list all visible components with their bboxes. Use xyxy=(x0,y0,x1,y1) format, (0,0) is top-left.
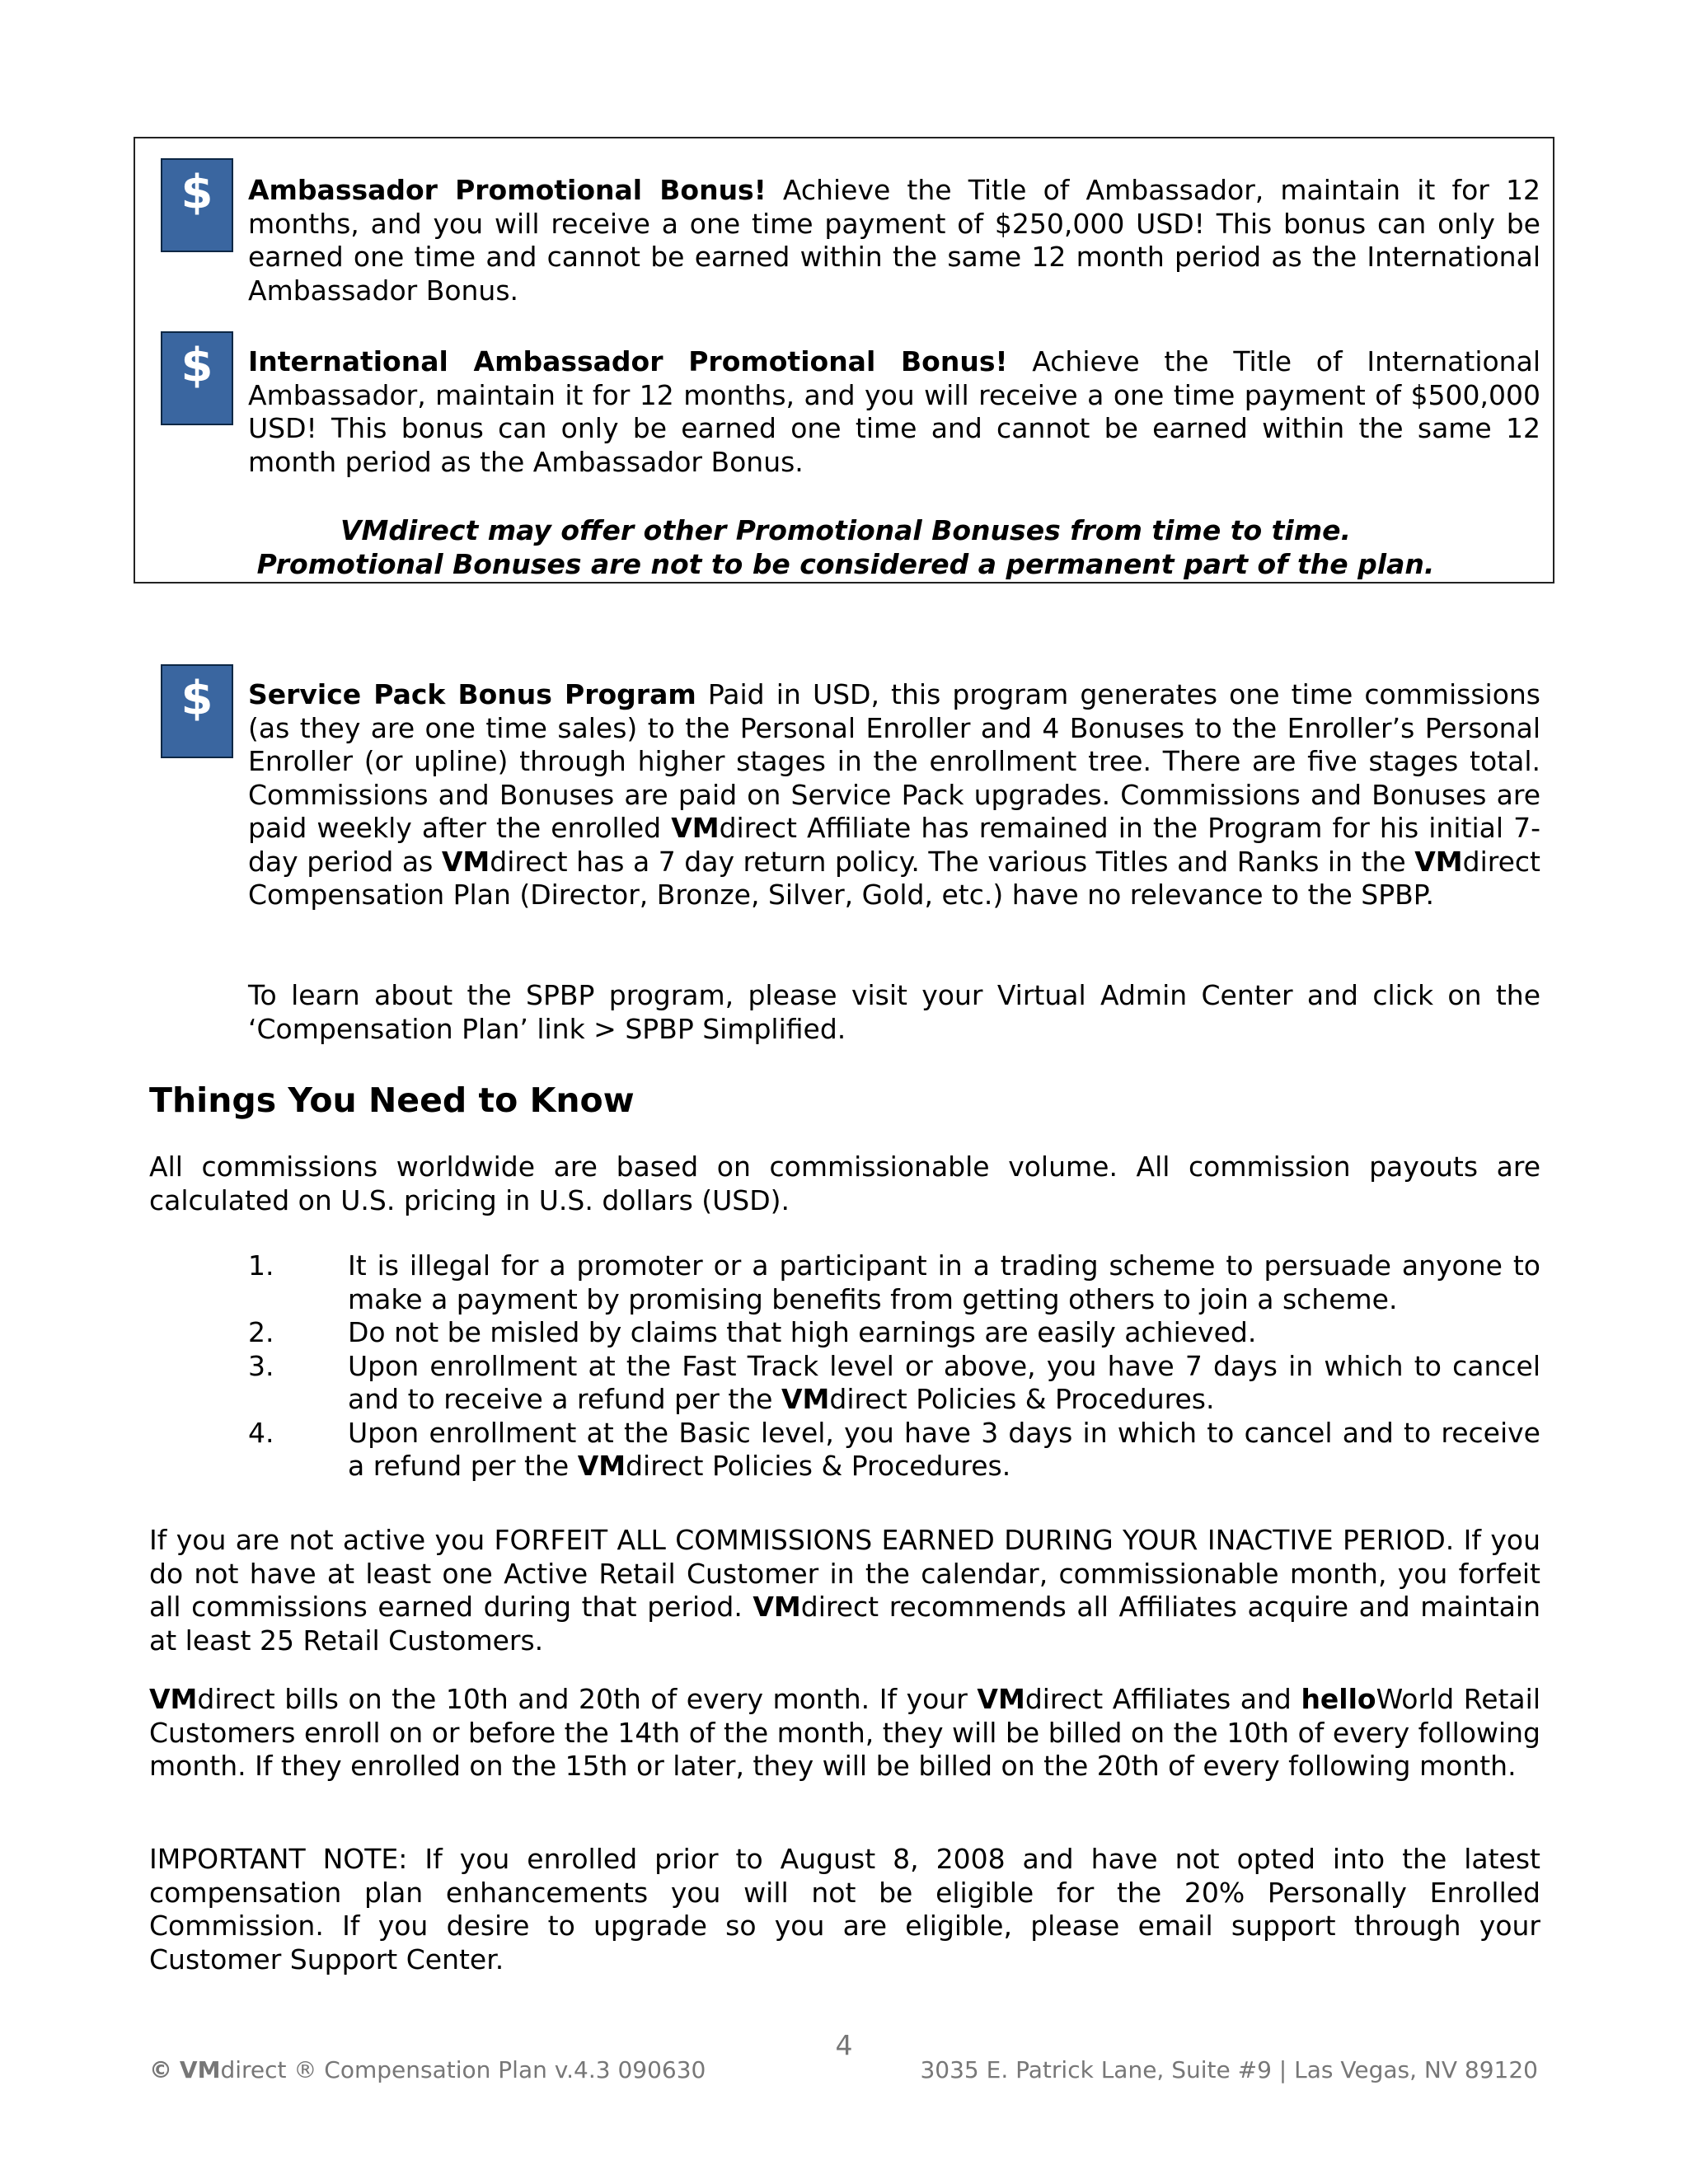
list-item: 2. Do not be misled by claims that high earnings are easily achieved. xyxy=(248,1316,1257,1348)
international-bonus-title: International Ambassador Promotional Bonus! xyxy=(248,345,1008,377)
spbp-learn-more: To learn about the SPBP program, please visit your Virtual Admin Center and click on the ‘Compensation Plan’ link > SPBP Simplified. xyxy=(248,979,1540,1045)
notice-list xyxy=(248,1249,1540,1483)
dollar-icon: $ xyxy=(161,664,233,758)
page-number: 4 xyxy=(835,2029,853,2061)
disclaimer-line-2: Promotional Bonuses are not to be considered a permanent part of the plan. xyxy=(256,547,1435,580)
billing-notice: VMdirect bills on the 10th and 20th of every month. If your VMdirect Affiliates and helloWorld Retail Customers enroll on or before the 14th of the month, they will be billed on the 10th of every following month. If they enrolled on the 15th or later, they will be billed on the 20th of every following month. xyxy=(149,1683,1540,1782)
list-item: 3. Upon enrollment at the Fast Track level or above, you have 7 days in which to cancel and to receive a refund per the VMdirect Policies & Procedures. xyxy=(248,1349,1540,1415)
ambassador-bonus-text: Achieve the Title of Ambassador, maintain it for 12 months, and you will receive a one time payment of $250,000 USD! This bonus can only be earned one time and cannot be earned within the same 12 month period as the International Ambassador Bonus. xyxy=(248,174,1541,307)
spbp-title: Service Pack Bonus Program xyxy=(248,678,696,710)
disclaimer-line-1: VMdirect may offer other Promotional Bonuses from time to time. xyxy=(340,514,1352,546)
dollar-icon: $ xyxy=(161,331,233,425)
important-note: IMPORTANT NOTE: If you enrolled prior to August 8, 2008 and have not opted into the latest compensation plan enhancements you will not be eligible for the 20% Personally Enrolled Commission. If you desire to upgrade so you are eligible, please email support through your Customer Support Center. xyxy=(149,1843,1540,1975)
ambassador-bonus xyxy=(248,174,1540,307)
inactive-notice: If you are not active you FORFEIT ALL COMMISSIONS EARNED DURING YOUR INACTIVE PERIOD. If you do not have at least one Active Retail Customer in the calendar, commissionable month, you forfeit all commissions earned during that period. VMdirect recommends all Affiliates acquire and maintain at least 25 Retail Customers. xyxy=(149,1524,1541,1657)
footer-copyright: © VMdirect ® Compensation Plan v.4.3 090630 xyxy=(149,2056,706,2083)
dollar-icon: $ xyxy=(161,158,233,252)
list-item: 4. Upon enrollment at the Basic level, you have 3 days in which to cancel and to receive a refund per the VMdirect Policies & Procedures. xyxy=(248,1416,1540,1482)
international-bonus-text: Achieve the Title of International Ambassador, maintain it for 12 months, and you will receive a one time payment of $500,000 USD! This bonus can only be earned one time and cannot be earned within the same 12 month period as the Ambassador Bonus. xyxy=(248,345,1540,478)
commissions-intro: All commissions worldwide are based on commissionable volume. All commission payouts are calculated on U.S. pricing in U.S. dollars (USD). xyxy=(149,1151,1540,1216)
promotional-disclaimer xyxy=(248,514,1443,581)
section-heading: Things You Need to Know xyxy=(149,1080,635,1120)
footer-address: 3035 E. Patrick Lane, Suite #9 | Las Vegas, NV 89120 xyxy=(920,2056,1538,2083)
list-item: 1. It is illegal for a promoter or a participant in a trading scheme to persuade anyone to make a payment by promising benefits from getting others to join a scheme. xyxy=(248,1249,1540,1315)
international-ambassador-bonus xyxy=(248,345,1540,479)
ambassador-bonus-title: Ambassador Promotional Bonus! xyxy=(248,174,767,206)
spbp-section: Service Pack Bonus Program Paid in USD, this program generates one time commissions (as they are one time sales) to the Personal Enroller and 4 Bonuses to the Enroller’s Personal Enroller (or upline) through higher stages in the enrollment tree. There are five stages total. Commissions and Bonuses are paid on Service Pack upgrades. Commissions and Bonuses are paid weekly after the enrolled VMdirect Affiliate has remained in the Program for his initial 7-day period as VMdirect has a 7 day return policy. The various Titles and Ranks in the VMdirect Compensation Plan (Director, Bronze, Silver, Gold, etc.) have no relevance to the SPBP. xyxy=(248,678,1541,911)
